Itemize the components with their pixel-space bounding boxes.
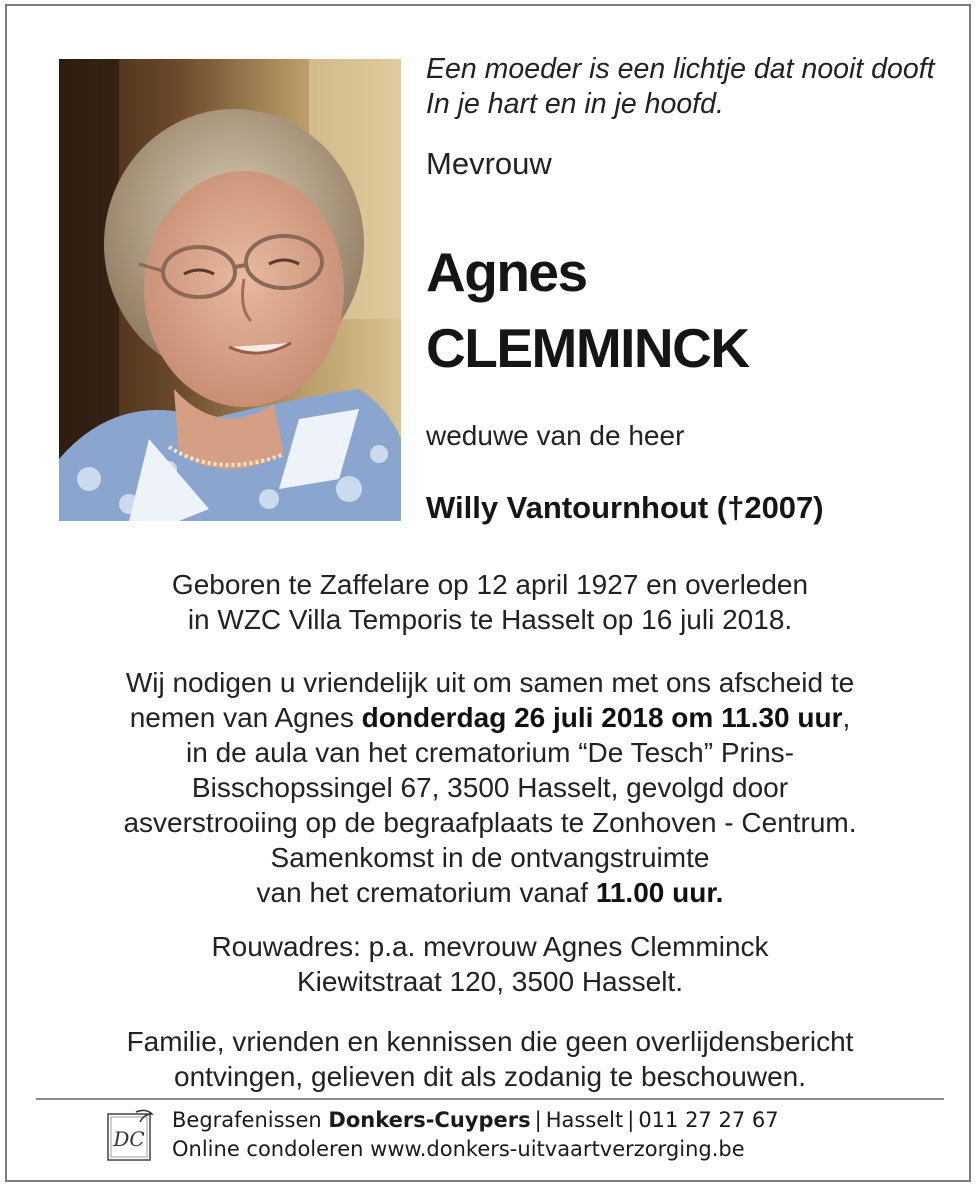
memorial-quote: Een moeder is een lichtje dat nooit dooft In je hart en in je hoofd. (426, 53, 935, 120)
invitation-line: asverstrooiing op de begraafplaats te Zonhoven - Centrum. (123, 807, 857, 838)
deceased-name (426, 234, 749, 386)
invitation-text (40, 665, 940, 910)
separator: | (534, 1108, 542, 1132)
website-link[interactable]: www.donkers-uitvaartverzorging.be (370, 1137, 745, 1161)
last-name: CLEMMINCK (426, 317, 749, 379)
address-line: Kiewitstraat 120, 3500 Hasselt. (297, 966, 683, 997)
company-name: Donkers-Cuypers (328, 1108, 531, 1132)
ceremony-datetime: donderdag 26 juli 2018 om 11.30 uur (361, 702, 843, 733)
died-line: in WZC Villa Temporis te Hasselt op 16 juli 2018. (187, 604, 793, 635)
divider (36, 1098, 944, 1100)
footer-prefix: Begrafenissen (172, 1108, 329, 1132)
mourning-address (40, 929, 940, 999)
invitation-text-fragment: van het crematorium vanaf (256, 877, 596, 908)
salutation: Mevrouw (426, 146, 552, 181)
invitation-line (40, 700, 940, 735)
notice-line: ontvingen, gelieven dit als zodanig te beschouwen. (174, 1061, 806, 1092)
family-notice (40, 1024, 940, 1094)
invitation-line: Wij nodigen u vriendelijk uit om samen met ons afscheid te (125, 667, 855, 698)
separator: | (627, 1108, 635, 1132)
address-line: Rouwadres: p.a. mevrouw Agnes Clemminck (211, 931, 769, 962)
footer-line-company (172, 1106, 779, 1135)
funeral-home-footer (172, 1106, 779, 1164)
invitation-line (40, 875, 940, 910)
spouse-name: Willy Vantournhout (†2007) (426, 490, 824, 525)
widow-of-label: weduwe van de heer (426, 420, 685, 451)
punctuation: , (842, 702, 851, 733)
footer-line-online (172, 1135, 779, 1164)
notice-line: Familie, vrienden en kennissen die geen overlijdensbericht (126, 1026, 854, 1057)
invitation-line: in de aula van het crematorium “De Tesch” Prins- (186, 737, 794, 768)
birth-death-text (40, 567, 940, 637)
portrait-photo (59, 59, 401, 521)
invitation-line: Samenkomst in de ontvangstruimte (270, 842, 710, 873)
online-label: Online condoleren (172, 1137, 364, 1161)
born-line: Geboren te Zaffelare op 12 april 1927 en overleden (171, 569, 809, 600)
logo-letters: DC (113, 1127, 145, 1151)
city: Hasselt (545, 1108, 624, 1132)
invitation-text-fragment: nemen van Agnes (129, 702, 362, 733)
first-name: Agnes (426, 241, 587, 303)
gathering-time: 11.00 uur. (595, 877, 724, 908)
invitation-line: Bisschopssingel 67, 3500 Hasselt, gevolgd door (191, 772, 789, 803)
funeral-home-logo-icon (106, 1108, 154, 1164)
phone-number: 011 27 27 67 (638, 1108, 779, 1132)
